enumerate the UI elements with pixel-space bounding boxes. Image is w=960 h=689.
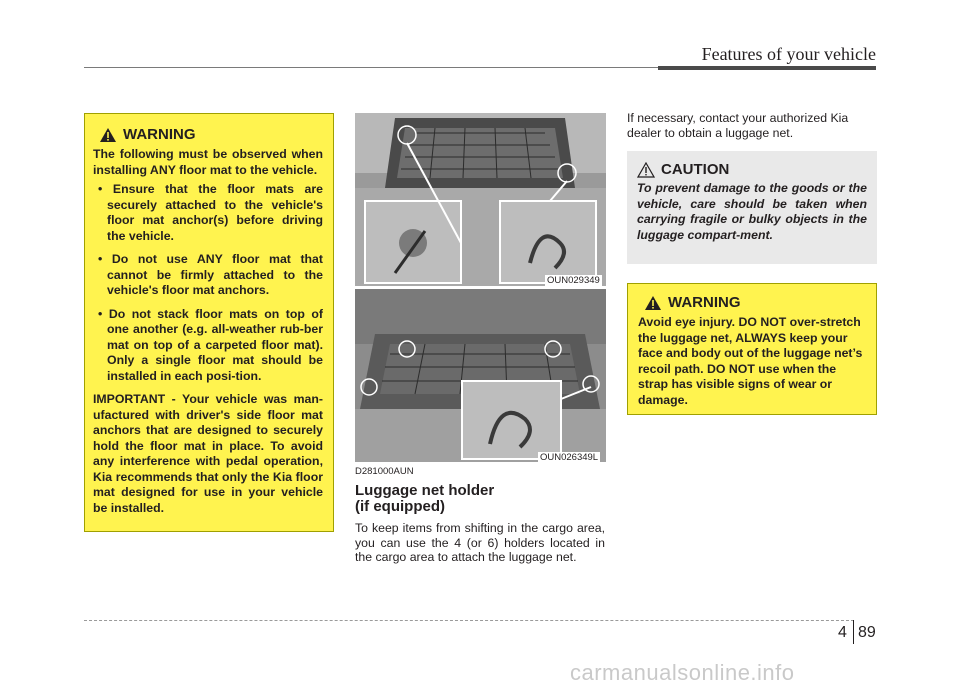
section-code: D281000AUN [355,466,414,477]
figure-a-code: OUN029349 [547,275,600,286]
watermark: carmanualsonline.info [570,660,795,685]
warning-heading [644,294,866,311]
caution-box [627,151,877,264]
caution-text: To prevent damage to the goods or the vehicle, care should be taken when carrying fragile or bulky objects in the luggage compart-ment. [637,181,867,242]
warning-intro: The following must be observed when installing ANY floor mat to the vehicle. [93,147,323,177]
header-rule-accent [658,66,876,70]
chapter-number: 4 [838,624,847,641]
warning-text: Avoid eye injury. DO NOT over-stretch the luggage net, ALWAYS keep your face and body out of the luggage net’s recoil path. DO NOT use when the strap has visible signs of wear or damage. [638,315,863,407]
page-number: 89 [858,624,876,641]
section-title [355,483,605,515]
figure-b-photo [355,289,606,462]
section-title-line1: Luggage net holder [355,482,495,499]
warning-bullets [93,182,323,384]
footer-dashed-rule [84,620,854,621]
section-title-line2: (if equipped) [355,498,445,515]
warning-heading [99,126,323,143]
running-header: Features of your vehicle [701,44,876,64]
eye-injury-warning-box [627,283,877,415]
luggage-net-section [355,466,605,565]
caution-title: CAUTION [661,161,730,178]
section-body: To keep items from shifting in the cargo area, you can use the 4 (or 6) holders located in the cargo area to attach the luggage net. [355,521,605,564]
page-number-separator [853,620,854,644]
figure-b-code: OUN026349L [540,452,599,463]
caution-heading [637,161,867,178]
warning-triangle-icon [644,295,662,311]
figure-a-photo [355,113,606,286]
warning-bullet: • Ensure that the floor mats are securely attached to the vehicle's floor mat anchor(s) before driving the vehicle. [93,182,323,244]
warning-title: WARNING [123,126,196,143]
warning-triangle-icon [99,127,117,143]
warning-bullet: • Do not stack floor mats on top of one another (e.g. all-weather rub-ber mat on top of a carpeted floor mat). Only a single floor mat should be installed in each posi-tion. [93,307,323,385]
caution-triangle-icon [637,162,655,178]
dealer-note: If necessary, contact your authorized Kia dealer to obtain a luggage net. [627,111,849,140]
warning-important-note: IMPORTANT - Your vehicle was man-ufactured with driver's side floor mat anchors that are designed to securely hold the floor mat in place. To avoid any interference with pedal operation, Kia recommends that only the Kia floor mat designed for use in your vehicle be installed. [93,392,323,515]
floor-mat-warning-box [84,113,334,532]
warning-title: WARNING [668,294,741,311]
warning-bullet: • Do not use ANY floor mat that cannot be firmly attached to the vehicle's floor mat anchors. [93,252,323,299]
